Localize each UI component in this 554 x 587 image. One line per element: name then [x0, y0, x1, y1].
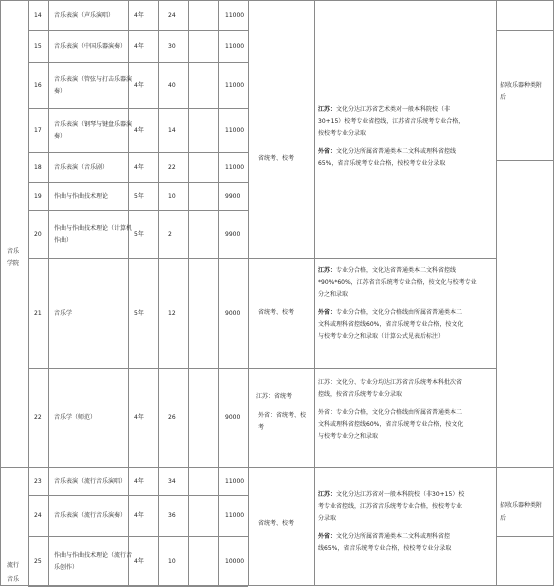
tuition-fee: 11000 [225, 512, 245, 519]
row-number: 19 [34, 192, 42, 200]
grid-line [28, 536, 248, 537]
exam-type: 外省：省统考、校 [258, 412, 307, 419]
enroll-count: 12 [168, 309, 176, 317]
rule-text: 文科或理科省控线60%，省音乐统考专业合格，按文化 [318, 321, 464, 328]
grid-line [496, 30, 554, 31]
major-name: 作曲与作曲技术理论（计算机 [54, 224, 133, 232]
grid-line [158, 0, 159, 586]
major-name: 音乐表演（流行音乐演奏） [54, 512, 127, 519]
college-label: 音乐 [7, 576, 20, 583]
study-years: 4年 [134, 512, 144, 519]
study-years: 4年 [134, 414, 144, 421]
grid-line [48, 0, 49, 586]
tuition-fee: 9000 [225, 414, 241, 421]
row-number: 18 [34, 163, 42, 171]
rule-text: 分录取 [318, 515, 337, 522]
rule-text: 65%，省音乐统考专业合格，按校考专业分录取 [318, 160, 446, 167]
admission-rule [318, 104, 494, 170]
rule-text: 文科或理科省控线60%，省音乐统考专业合格，按文化 [318, 421, 464, 428]
rule-text: 30+15）校考专业省控线，江苏省音乐统考专业合格， [318, 118, 465, 125]
major-name: 音乐表演（中国乐器演奏） [54, 42, 127, 50]
grid-line [496, 467, 554, 468]
row-number: 20 [34, 230, 42, 238]
grid-line [28, 0, 29, 586]
major-name: 作曲与作曲技术理论（流行音 [54, 551, 133, 559]
major-name: 乐创作） [54, 563, 79, 571]
remark: 招收乐器种类附 [500, 82, 543, 89]
admission-rule [318, 265, 494, 343]
grid-line [248, 258, 496, 259]
enroll-count: 10 [168, 557, 176, 565]
tuition-fee: 11000 [225, 42, 245, 50]
college-label: 学院 [7, 260, 20, 267]
enroll-count: 22 [168, 163, 176, 171]
rule-text: 考专业省控线，江苏省音乐统考专业合格，按校考专业 [318, 503, 463, 510]
row-number: 22 [34, 414, 42, 421]
major-name: 音乐学 [54, 309, 73, 317]
major-name: 奏） [54, 132, 67, 140]
rule-text: 文化分达所属省普通类本二文科或理科省控线 [336, 148, 457, 155]
major-name: 作曲与作曲技术理论 [54, 192, 109, 200]
major-name: 音乐表演（声乐演唱） [54, 11, 115, 19]
grid-line [28, 210, 248, 211]
rule-text: 江苏：文化分、专业分均达江苏省音乐统考本科批次省 [318, 379, 463, 386]
tuition-fee: 11000 [225, 126, 245, 134]
grid-line [218, 0, 219, 586]
tuition-fee: 9000 [225, 309, 241, 317]
enroll-count: 2 [168, 230, 172, 238]
row-number: 24 [34, 512, 42, 519]
rule-text: 分之和录取 [318, 291, 349, 298]
enroll-count: 40 [168, 81, 176, 89]
admission-rule [318, 377, 494, 443]
major-name: 音乐表演（管弦与打击乐器演 [54, 75, 133, 83]
exam-type: 省统考、校考 [258, 520, 295, 527]
study-years: 4年 [134, 126, 144, 134]
grid-line [248, 467, 496, 468]
grid-line [496, 536, 554, 537]
grid-line [496, 0, 497, 586]
study-years: 4年 [134, 557, 144, 565]
row-number: 17 [34, 126, 42, 134]
enroll-count: 24 [168, 11, 176, 19]
region-label: 江苏： [318, 267, 337, 274]
study-years: 5年 [134, 192, 144, 200]
region-label: 江苏： [318, 491, 337, 498]
tuition-fee: 11000 [225, 11, 245, 19]
grid-line [28, 0, 248, 1]
grid-line [248, 368, 496, 369]
row-number: 16 [34, 81, 42, 89]
region-label: 外省： [318, 309, 337, 316]
major-name: 奏） [54, 87, 67, 95]
exam-type: 省统考、校考 [258, 155, 295, 162]
study-years: 4年 [134, 163, 144, 171]
grid-line [248, 0, 249, 586]
remark: 招收乐器种类附 [500, 502, 543, 509]
grid-line [28, 258, 248, 259]
grid-line [28, 30, 248, 31]
tuition-fee: 11000 [225, 163, 245, 171]
major-name: 音乐学（师范） [54, 414, 97, 421]
rule-text: 线65%，省音乐统考专业合格，按校考专业分录取 [318, 545, 452, 552]
rule-text: 文化分达江苏省对一般本科院校（非30+15）校 [336, 491, 465, 498]
remark: 后 [500, 515, 507, 522]
rule-text: *90%*60%，江苏省音乐统考专业合格，按文化与校考专业 [318, 279, 477, 286]
rule-text: 专业分合格，文化达省普通类本二文科省控线 [336, 267, 457, 274]
rule-text: 按校考专业分录取 [318, 130, 367, 137]
grid-line [128, 0, 129, 586]
region-label: 江苏： [318, 106, 337, 113]
college-label: 流行 [7, 562, 20, 569]
grid-line [248, 0, 496, 1]
enroll-count: 26 [168, 414, 176, 421]
grid-line [28, 182, 248, 183]
tuition-fee: 10000 [225, 557, 245, 565]
grid-line [28, 62, 248, 63]
major-name: 作曲） [54, 236, 73, 244]
row-number: 23 [34, 477, 42, 485]
study-years: 5年 [134, 230, 144, 238]
rule-text: 文化分达江苏省艺术类对一般本科院校（非 [336, 106, 451, 113]
rule-text: 专业分合格，文化分合格线由所属省普通类本二 [336, 309, 463, 316]
major-name: 音乐表演（音乐剧） [54, 163, 109, 171]
grid-line [28, 467, 248, 468]
grid-line [28, 495, 248, 496]
grid-line [0, 467, 28, 468]
enroll-count: 34 [168, 477, 176, 485]
study-years: 5年 [134, 309, 144, 317]
study-years: 4年 [134, 477, 144, 485]
row-number: 21 [34, 309, 42, 317]
major-name: 音乐表演（钢琴与键盘乐器演 [54, 120, 133, 128]
admission-rule [318, 489, 494, 555]
grid-line [0, 0, 28, 1]
study-years: 4年 [134, 42, 144, 50]
tuition-fee: 9900 [225, 230, 241, 238]
exam-type: 江苏：省统考 [256, 393, 293, 400]
rule-text: 与校考专业分之和录取（计算公式见表后标注） [318, 333, 445, 340]
college-label: 音乐 [7, 248, 20, 255]
row-number: 25 [34, 557, 42, 565]
row-number: 14 [34, 11, 42, 19]
study-years: 4年 [134, 11, 144, 19]
rule-text: 外省：专业分合格，文化分合格线由所属省普通类本二 [318, 409, 463, 416]
enroll-count: 14 [168, 126, 176, 134]
enroll-count: 36 [168, 512, 176, 519]
tuition-fee: 11000 [225, 477, 245, 485]
enroll-count: 30 [168, 42, 176, 50]
rule-text: 控线，按省音乐统考专业分录取 [318, 391, 403, 398]
rule-text: 文化分达所属省普通类本二文科或理科省控 [336, 533, 451, 540]
region-label: 外省： [318, 148, 337, 155]
exam-type: 省统考、校考 [258, 309, 295, 316]
grid-line [28, 108, 248, 109]
row-number: 15 [34, 42, 42, 50]
grid-line [496, 0, 554, 1]
major-name: 音乐表演（流行音乐演唱） [54, 477, 127, 485]
grid-line [496, 160, 554, 161]
rule-text: 与校考专业分之和录取 [318, 433, 379, 440]
grid-line [314, 0, 315, 586]
grid-line [28, 368, 248, 369]
enroll-count: 10 [168, 192, 176, 200]
tuition-fee: 11000 [225, 81, 245, 89]
region-label: 外省： [318, 533, 337, 540]
grid-line [28, 152, 248, 153]
exam-type: 考 [258, 424, 265, 431]
study-years: 4年 [134, 81, 144, 89]
tuition-fee: 9900 [225, 192, 241, 200]
grid-line [188, 0, 189, 586]
remark: 后 [500, 94, 507, 101]
grid-line [0, 0, 1, 586]
